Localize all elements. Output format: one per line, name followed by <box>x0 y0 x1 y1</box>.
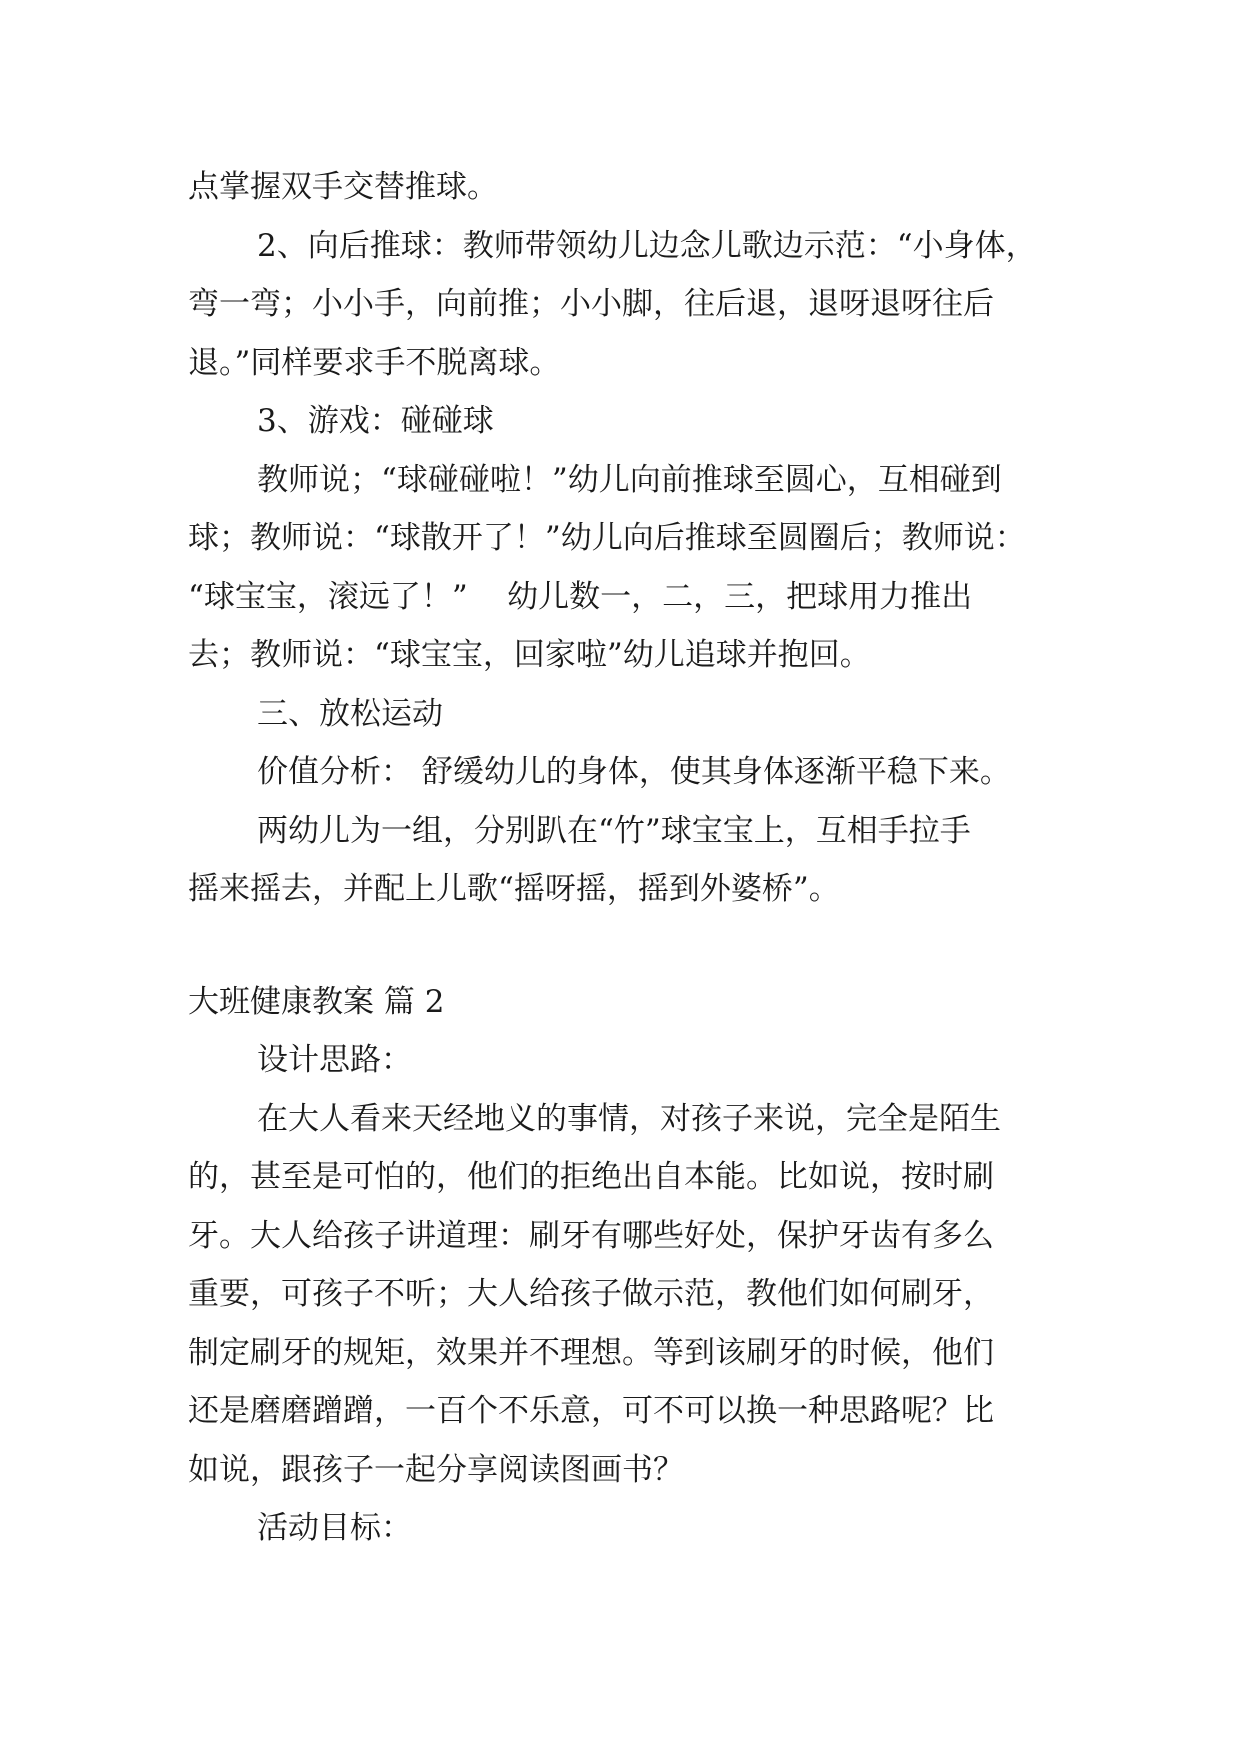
text-line: 价值分析： 舒缓幼儿的身体，使其身体逐渐平稳下来。 <box>257 754 1011 790</box>
text-line: 摇来摇去，并配上儿歌“摇呀摇，摇到外婆桥”。 <box>188 871 840 907</box>
text-line: “球宝宝，滚远了！” 幼儿数一，二，三，把球用力推出 <box>188 578 973 615</box>
document-body <box>188 158 1060 1558</box>
section-gap <box>188 919 1060 973</box>
text-line: 三、放松运动 <box>257 695 443 732</box>
text-line: 弯一弯；小小手，向前推；小小脚，往后退，退呀退呀往后 <box>188 286 994 322</box>
section-heading: 大班健康教案 篇 2 <box>188 983 445 1020</box>
text-line: 在大人看来天经地义的事情，对孩子来说，完全是陌生 <box>257 1100 1001 1137</box>
text-block-part2 <box>188 1031 1060 1558</box>
text-line: 3、游戏：碰碰球 <box>257 403 494 439</box>
text-block-part1 <box>188 158 1060 919</box>
text-line: 去；教师说：“球宝宝，回家啦”幼儿追球并抱回。 <box>188 637 871 673</box>
text-line: 如说，跟孩子一起分享阅读图画书？ <box>188 1451 684 1488</box>
text-line: 球；教师说：“球散开了！”幼儿向后推球至圆圈后；教师说： <box>188 520 1026 556</box>
text-line: 活动目标： <box>257 1510 412 1546</box>
text-line: 点掌握双手交替推球。 <box>188 169 498 205</box>
text-line: 制定刷牙的规矩，效果并不理想。等到该刷牙的时候，他们 <box>188 1334 994 1371</box>
text-line: 退。”同样要求手不脱离球。 <box>188 344 561 381</box>
text-line: 设计思路： <box>257 1042 412 1078</box>
text-line: 两幼儿为一组，分别趴在“竹”球宝宝上，互相手拉手 <box>257 812 971 849</box>
text-line: 2、向后推球：教师带领幼儿边念儿歌边示范：“小身体， <box>257 227 1037 264</box>
text-line: 教师说；“球碰碰啦！”幼儿向前推球至圆心，互相碰到 <box>257 461 1002 498</box>
text-line: 的，甚至是可怕的，他们的拒绝出自本能。比如说，按时刷 <box>188 1159 994 1195</box>
text-line: 重要，可孩子不听；大人给孩子做示范，教他们如何刷牙， <box>188 1276 994 1312</box>
text-line: 牙。大人给孩子讲道理：刷牙有哪些好处，保护牙齿有多么 <box>188 1217 994 1254</box>
text-line: 还是磨磨蹭蹭，一百个不乐意，可不可以换一种思路呢？比 <box>188 1393 994 1429</box>
